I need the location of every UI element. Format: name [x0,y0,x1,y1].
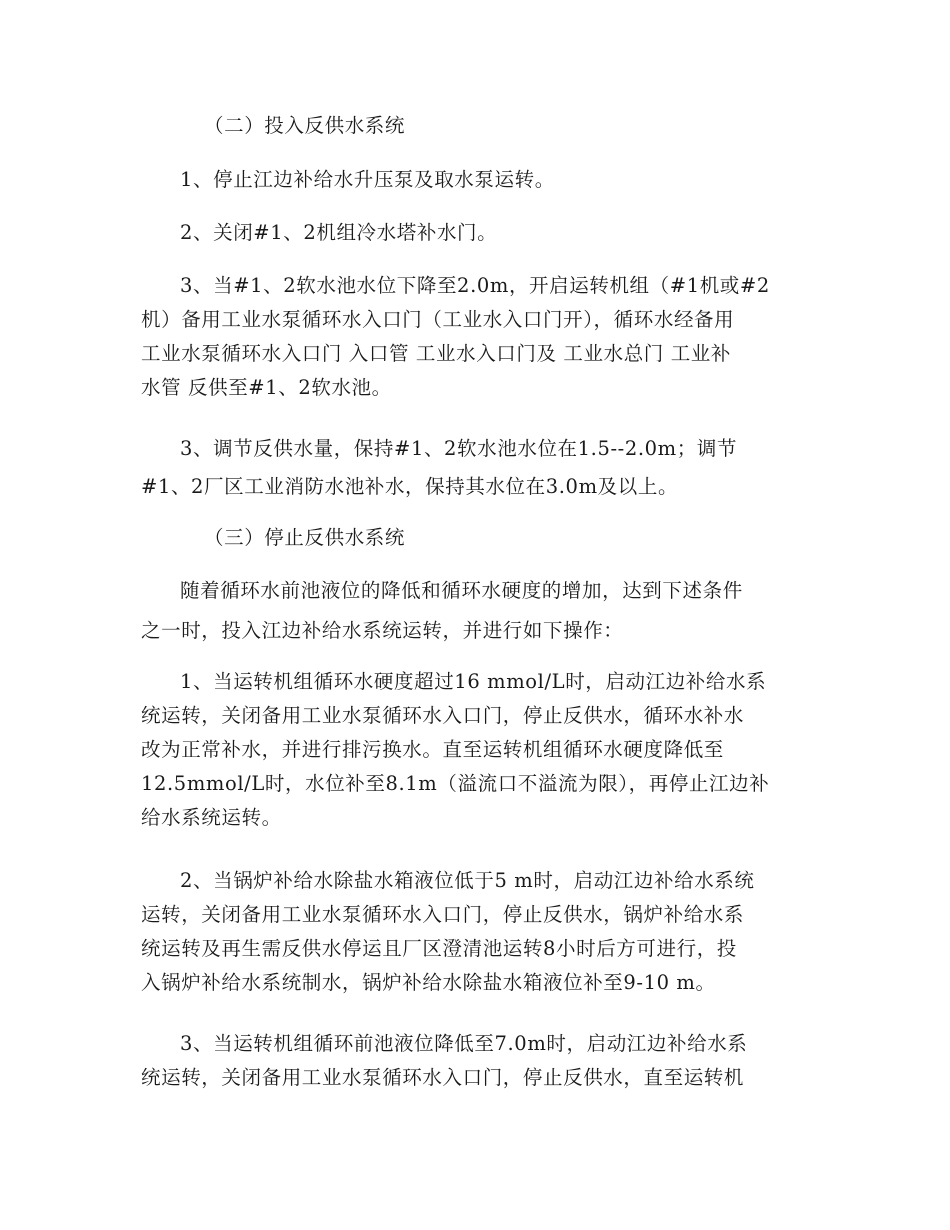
paragraph-line: 统运转，关闭备用工业水泵循环水入口门，停止反供水，直至运转机 [141,1066,745,1089]
paragraph-line: 水管 反供至#1、2软水池。 [141,376,392,399]
paragraph-line: 随着循环水前池液位的降低和循环水硬度的增加，达到下述条件 [180,579,743,602]
heading-line: （二）投入反供水系统 [204,114,406,137]
paragraph-line: 入锅炉补给水系统制水，锅炉补给水除盐水箱液位补至9-10 m。 [141,971,716,994]
paragraph-line: 机）备用工业水泵循环水入口门（工业水入口门开），循环水经备用 [141,308,735,331]
heading-line: （三）停止反供水系统 [204,526,406,549]
paragraph-line: 运转，关闭备用工业水泵循环水入口门，停止反供水，锅炉补给水系 [141,903,745,926]
paragraph-line: 1、当运转机组循环水硬度超过16 mmol/L时，启动江边补给水系 [180,670,767,693]
paragraph-line: #1、2厂区工业消防水池补水，保持其水位在3.0m及以上。 [141,475,679,498]
paragraph-line: 3、当运转机组循环前池液位降低至7.0m时，启动江边补给水系 [180,1032,748,1055]
paragraph-line: 3、当#1、2软水池水位下降至2.0m，开启运转机组（#1机或#2 [180,274,770,297]
paragraph-line: 统运转，关闭备用工业水泵循环水入口门，停止反供水，循环水补水 [141,704,745,727]
paragraph-line: 3、调节反供水量，保持#1、2软水池水位在1.5--2.0m；调节 [180,437,738,460]
paragraph-line: 之一时，投入江边补给水系统运转，并进行如下操作： [141,619,624,642]
paragraph-line: 1、停止江边补给水升压泵及取水泵运转。 [180,168,555,191]
paragraph-line: 工业水泵循环水入口门 入口管 工业水入口门及 工业水总门 工业补 [141,342,731,365]
paragraph-line: 统运转及再生需反供水停运且厂区澄清池运转8小时后方可进行，投 [141,937,737,960]
paragraph-line: 12.5mmol/L时，水位补至8.1m（溢流口不溢流为限），再停止江边补 [141,772,770,795]
paragraph-line: 2、当锅炉补给水除盐水箱液位低于5 m时，启动江边补给水系统 [180,869,755,892]
paragraph-line: 2、关闭#1、2机组冷水塔补水门。 [180,221,498,244]
paragraph-line: 给水系统运转。 [141,806,282,829]
paragraph-line: 改为正常补水，并进行排污换水。直至运转机组循环水硬度降低至 [141,738,724,761]
